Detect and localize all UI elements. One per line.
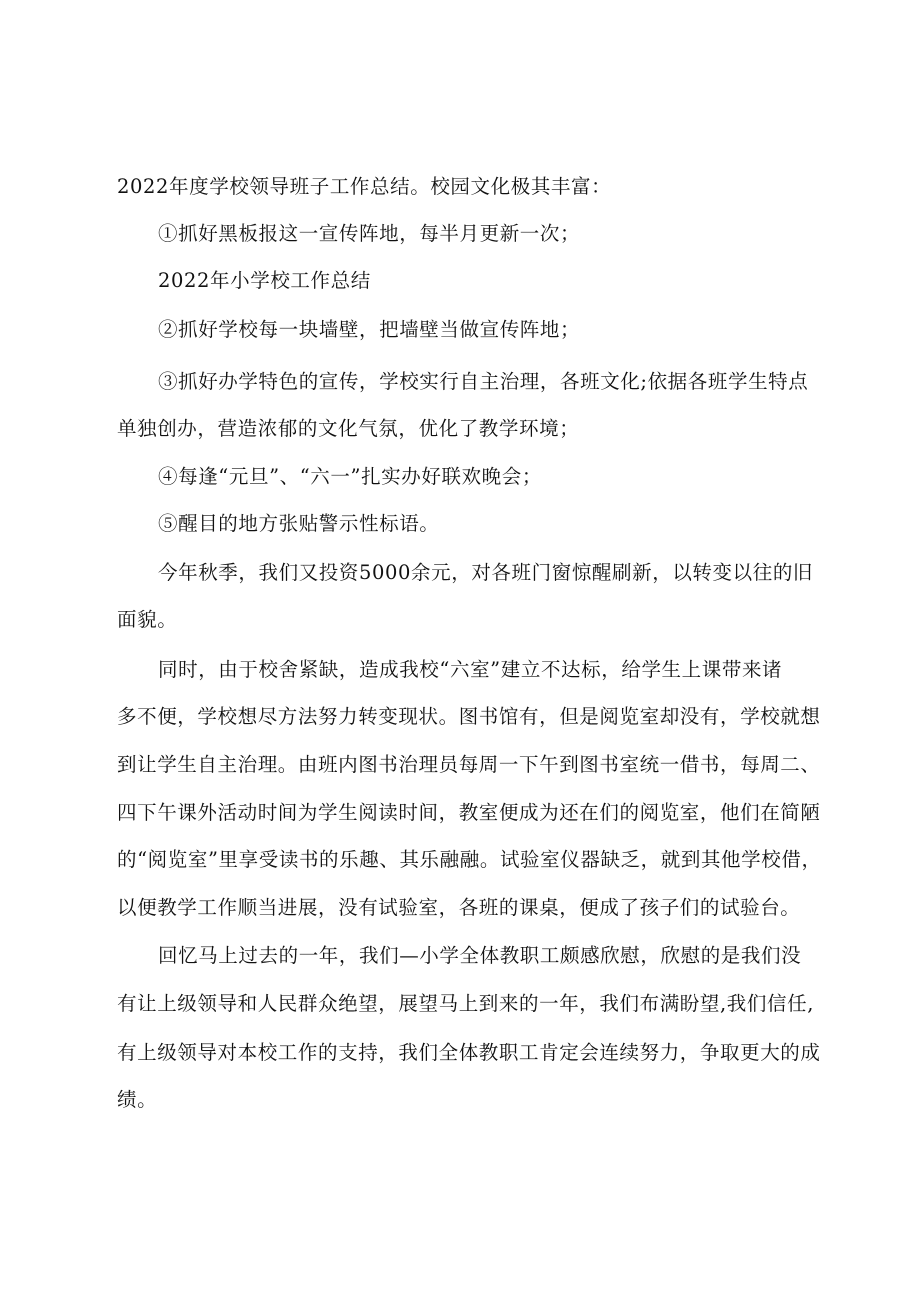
text-line: ②抓好学校每一块墙壁，把墙壁当做宣传阵地； bbox=[158, 318, 581, 341]
text-line: ⑤醒目的地方张贴警示性标语。 bbox=[158, 512, 440, 535]
text-line: 2022年度学校领导班子工作总结。校园文化极其丰富： bbox=[117, 175, 612, 198]
text-line: 多不便，学校想尽方法努力转变现状。图书馆有，但是阅览室却没有，学校就想 bbox=[117, 705, 821, 728]
text-line: ①抓好黑板报这一宣传阵地，每半月更新一次； bbox=[158, 222, 581, 245]
text-line: 到让学生自主治理。由班内图书治理员每周一下午到图书室统一借书，每周二、 bbox=[117, 753, 821, 776]
text-line: 的“阅览室”里享受读书的乐趣、其乐融融。试验室仪器缺乏，就到其他学校借， bbox=[117, 848, 822, 871]
text-line: 以便教学工作顺当进展，没有试验室，各班的课桌，便成了孩子们的试验台。 bbox=[117, 896, 801, 919]
text-line: 面貌。 bbox=[117, 608, 178, 631]
text-line: 有上级领导对本校工作的支持，我们全体教职工肯定会连续努力，争取更大的成 bbox=[117, 1041, 821, 1064]
text-line: 单独创办，营造浓郁的文化气氛，优化了教学环境； bbox=[117, 417, 580, 440]
text-line: 回忆马上过去的一年，我们—小学全体教职工颇感欣慰，欣慰的是我们没 bbox=[158, 944, 802, 967]
text-line: ③抓好办学特色的宣传，学校实行自主治理，各班文化;依据各班学生特点 bbox=[158, 370, 809, 393]
text-line: 今年秋季，我们又投资5000余元，对各班门窗惊醒刷新，以转变以往的旧 bbox=[158, 561, 814, 584]
text-line: ④每逢“元旦”、“六一”扎实办好联欢晚会； bbox=[158, 465, 542, 488]
text-line: 有让上级领导和人民群众绝望，展望马上到来的一年，我们布满盼望,我们信任, bbox=[117, 992, 814, 1015]
text-line: 同时，由于校舍紧缺，造成我校“六室”建立不达标，给学生上课带来诸 bbox=[158, 658, 783, 681]
text-line: 绩。 bbox=[117, 1088, 158, 1111]
text-line: 四下午课外活动时间为学生阅读时间，教室便成为还在们的阅览室，他们在简陋 bbox=[117, 801, 821, 824]
text-line: 2022年小学校工作总结 bbox=[158, 269, 371, 292]
